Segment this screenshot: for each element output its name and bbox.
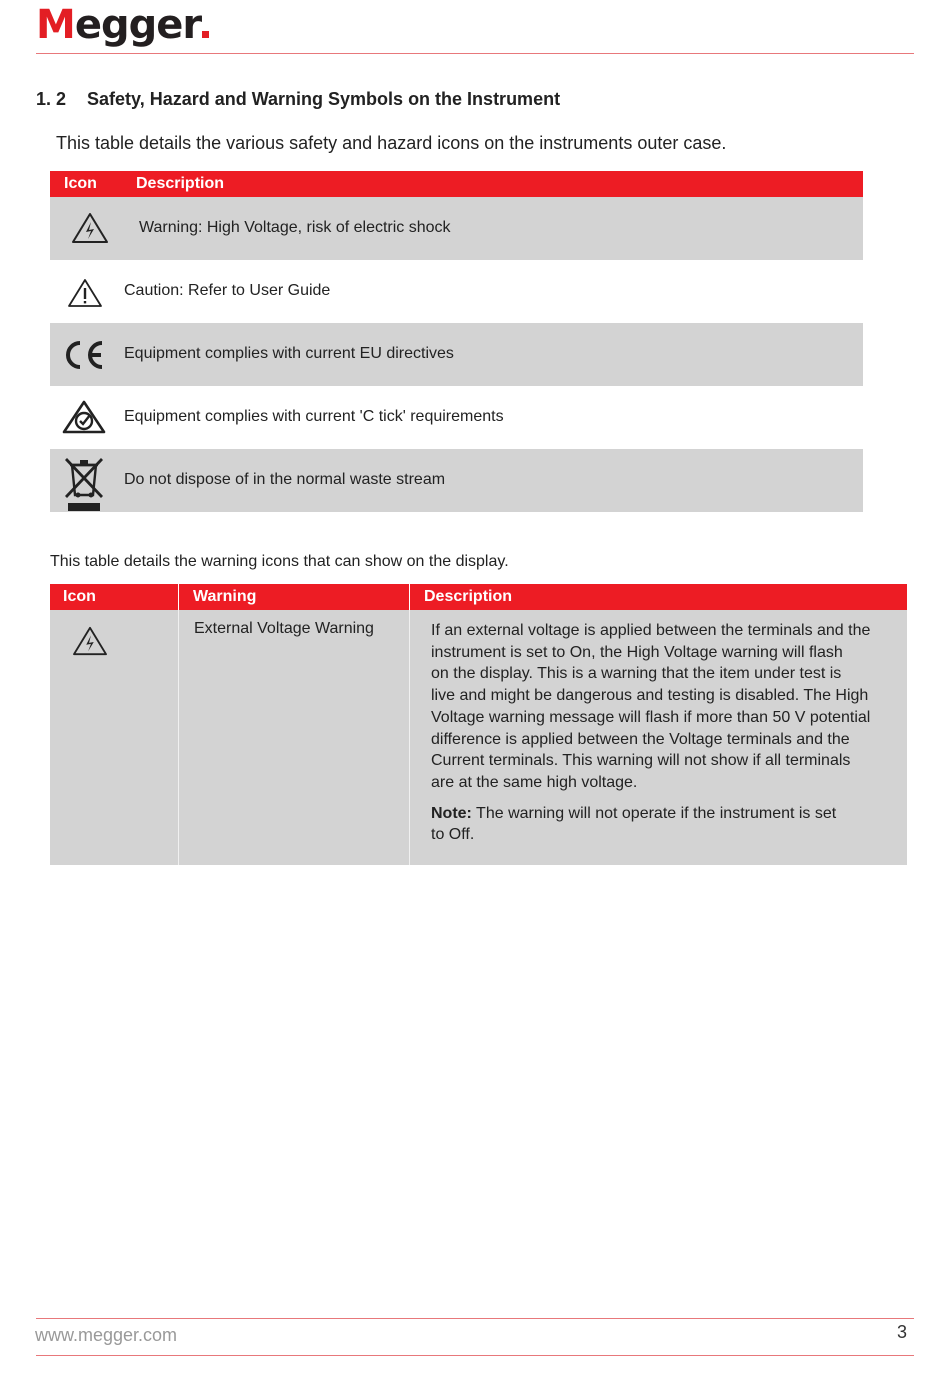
table2-header — [50, 584, 907, 610]
logo-dot — [202, 31, 209, 38]
table2-col-warning: Warning — [193, 588, 257, 605]
note-paragraph — [431, 803, 899, 846]
section-number: 1. 2 — [36, 89, 67, 109]
table1-header — [50, 171, 863, 197]
warning-name: External Voltage Warning — [194, 620, 374, 637]
page-number: 3 — [897, 1322, 908, 1342]
logo-rest: egger — [74, 2, 202, 48]
table2-col-icon: Icon — [63, 588, 96, 605]
high-voltage-triangle-icon — [70, 211, 110, 250]
description-line: are at the same high voltage. — [431, 773, 638, 791]
table-row — [50, 449, 863, 512]
description-line: Current terminals. This warning will not show if all terminals — [431, 752, 851, 770]
column-divider — [178, 584, 179, 610]
description-line: instrument is set to On, the High Voltage warning will flash — [431, 643, 843, 661]
column-divider — [409, 584, 410, 610]
header-divider — [36, 53, 914, 54]
description-line: difference is applied between the Voltage terminals and the — [431, 730, 850, 748]
warning-description — [431, 620, 899, 846]
table-row — [50, 260, 863, 323]
table1-row-description: Equipment complies with current 'C tick' requirements — [124, 408, 504, 425]
caution-triangle-icon — [67, 278, 103, 313]
table2-intro: This table details the warning icons that can show on the display. — [50, 553, 509, 570]
column-divider — [409, 610, 410, 865]
note-label: Note: — [431, 804, 472, 822]
description-paragraph — [431, 620, 899, 794]
table1-row-description: Equipment complies with current EU directives — [124, 345, 454, 362]
table1-row-description: Do not dispose of in the normal waste stream — [124, 471, 446, 488]
display-warnings-table — [50, 584, 907, 865]
note-text-continued: to Off. — [431, 826, 475, 844]
table-row — [50, 197, 863, 260]
footer-divider-top — [36, 1318, 914, 1319]
table1-row-description: Caution: Refer to User Guide — [124, 282, 331, 299]
table1-col-icon: Icon — [64, 175, 97, 192]
note-text: The warning will not operate if the instrument is set — [471, 804, 837, 822]
table-row — [50, 610, 907, 865]
table2-col-description: Description — [424, 588, 513, 605]
megger-logo — [36, 2, 209, 48]
high-voltage-triangle-icon — [71, 625, 109, 662]
table-row — [50, 386, 863, 449]
table1-intro: This table details the various safety and hazard icons on the instruments outer case. — [56, 133, 727, 153]
c-tick-rcm-icon — [62, 400, 106, 439]
logo-first-letter: M — [36, 2, 75, 48]
safety-symbols-table — [50, 171, 863, 512]
footer-url: www.megger.com — [35, 1325, 178, 1345]
description-line: If an external voltage is applied between the terminals and the — [431, 622, 871, 639]
ce-mark-icon — [62, 339, 106, 376]
weee-crossed-bin-icon — [64, 455, 104, 518]
description-line: Voltage warning message will flash if more than 50 V potential — [431, 708, 871, 726]
section-title: Safety, Hazard and Warning Symbols on the Instrument — [87, 89, 561, 109]
section-heading — [36, 89, 560, 110]
footer-divider-bottom — [36, 1355, 914, 1356]
table-row — [50, 323, 863, 386]
description-line: live and might be dangerous and testing is disabled. The High — [431, 687, 869, 705]
table1-row-description: Warning: High Voltage, risk of electric shock — [139, 219, 451, 236]
table1-col-description: Description — [136, 175, 225, 192]
description-line: on the display. This is a warning that the item under test is — [431, 665, 842, 683]
column-divider — [178, 610, 179, 865]
